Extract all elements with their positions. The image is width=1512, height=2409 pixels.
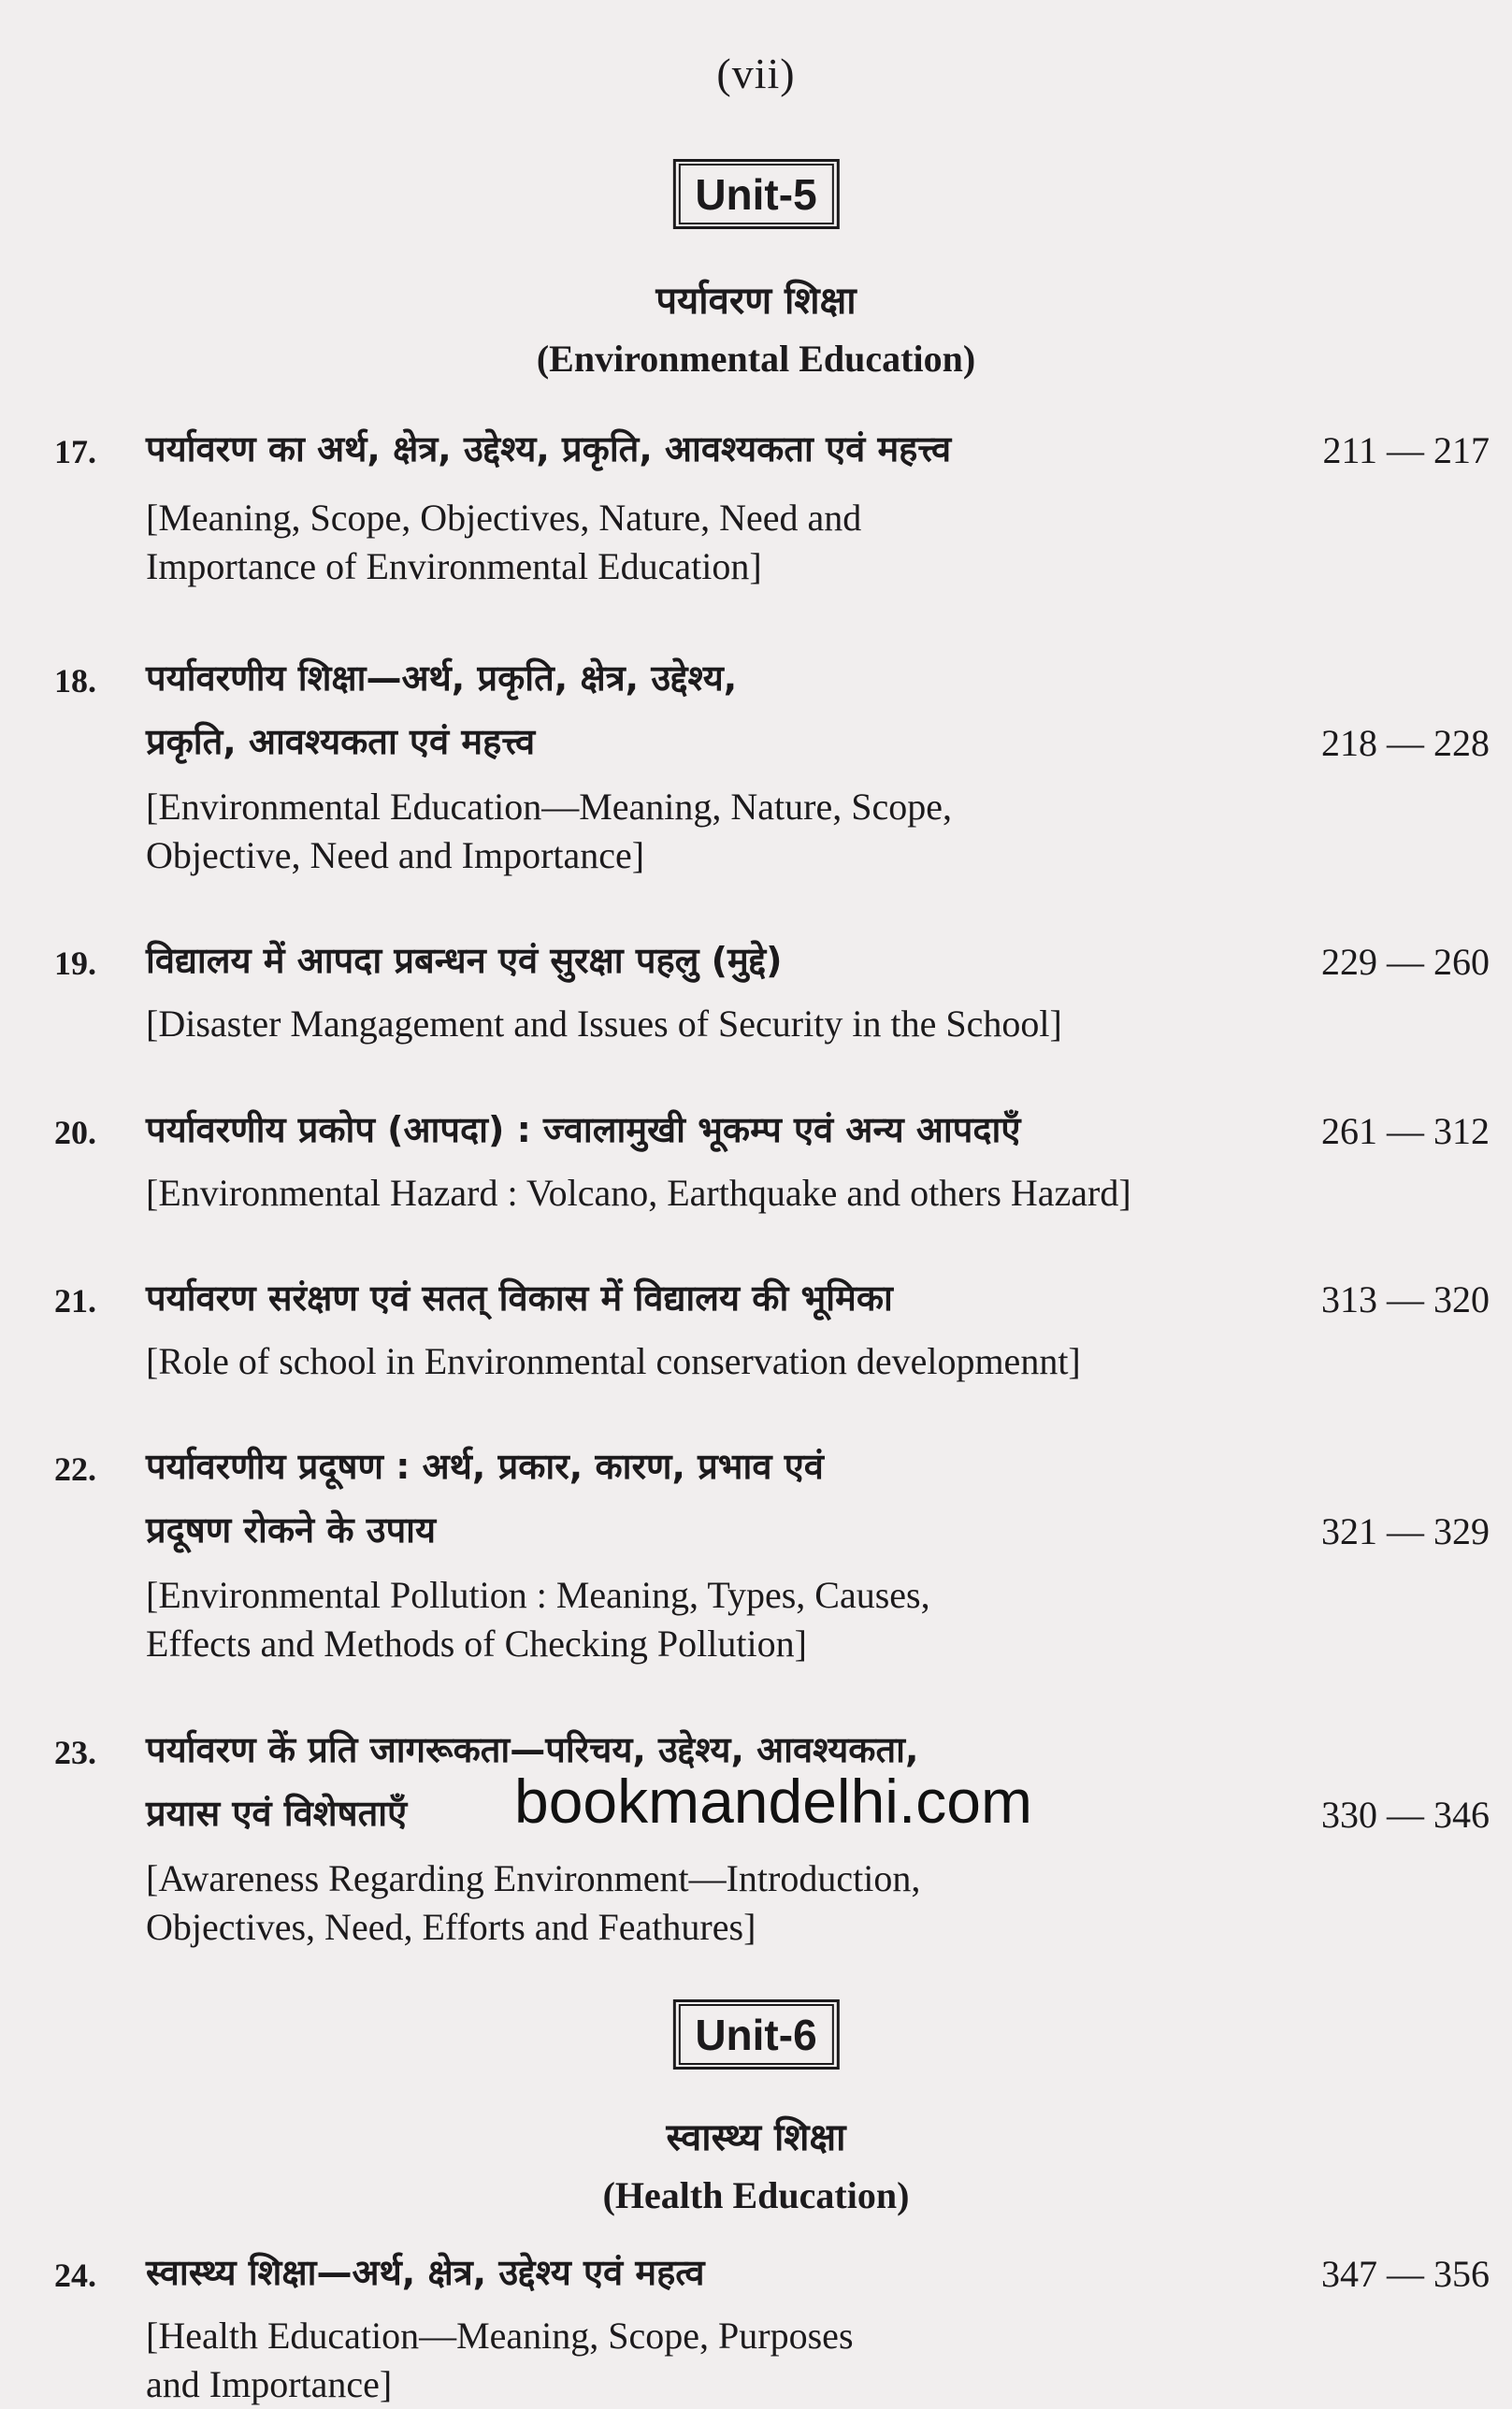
entry-title-hindi: प्रदूषण रोकने के उपाय: [146, 1509, 437, 1551]
entry-pages: 211 — 217: [1322, 429, 1490, 471]
entry-pages: 347 — 356: [1321, 2253, 1490, 2295]
unit-5-box: [672, 159, 839, 229]
entry-title-english: [Health Education—Meaning, Scope, Purposes: [146, 2315, 854, 2357]
entry-pages: 313 — 320: [1321, 1278, 1490, 1320]
entry-title-hindi: प्रयास एवं विशेषताएँ: [146, 1793, 408, 1834]
entry-number: 19.: [54, 945, 96, 982]
unit-5-title-hindi: पर्यावरण शिक्षा: [655, 280, 857, 323]
page-number: (vii): [716, 50, 796, 97]
entry-number: 24.: [54, 2257, 96, 2294]
entry-title-english: [Environmental Education—Meaning, Nature, Scope,: [146, 786, 952, 828]
entry-pages: 330 — 346: [1321, 1794, 1490, 1836]
entry-pages: 229 — 260: [1321, 941, 1490, 983]
entry-title-english: Effects and Methods of Checking Pollution]: [146, 1623, 807, 1665]
entry-title-english: Objectives, Need, Efforts and Feathures]: [146, 1906, 756, 1948]
entry-title-hindi: पर्यावरणीय प्रकोप (आपदा) : ज्वालामुखी भूकम्प एवं अन्य आपदाएँ: [146, 1109, 1021, 1150]
unit-6-label: Unit-6: [678, 2004, 833, 2065]
entry-title-hindi: पर्यावरणीय प्रदूषण : अर्थ, प्रकार, कारण, प्रभाव एवं: [146, 1446, 824, 1487]
unit-6-box: [672, 1999, 839, 2070]
entry-title-hindi: स्वास्थ्य शिक्षा—अर्थ, क्षेत्र, उद्देश्य एवं महत्व: [146, 2252, 705, 2293]
entry-title-english: [Role of school in Environmental conservation developmennt]: [146, 1340, 1081, 1382]
entry-title-hindi: पर्यावरण सरंक्षण एवं सतत् विकास में विद्यालय की भूमिका: [146, 1277, 893, 1319]
unit-5-label: Unit-5: [678, 164, 833, 224]
entry-pages: 321 — 329: [1321, 1510, 1490, 1552]
entry-number: 18.: [54, 662, 96, 700]
entry-title-english: [Environmental Hazard : Volcano, Earthquake and others Hazard]: [146, 1172, 1131, 1214]
entry-pages: 261 — 312: [1321, 1110, 1490, 1152]
entry-title-english: [Environmental Pollution : Meaning, Types, Causes,: [146, 1574, 930, 1616]
entry-title-english: [Disaster Mangagement and Issues of Security in the School]: [146, 1003, 1062, 1045]
entry-title-hindi: पर्यावरणीय शिक्षा—अर्थ, प्रकृति, क्षेत्र, उद्देश्य,: [146, 657, 738, 699]
entry-title-english: [Meaning, Scope, Objectives, Nature, Need and: [146, 497, 862, 539]
entry-number: 22.: [54, 1450, 96, 1488]
entry-title-hindi: विद्यालय में आपदा प्रबन्धन एवं सुरक्षा पहलु (मुद्दे): [146, 940, 783, 981]
entry-number: 17.: [54, 433, 96, 470]
entry-title-hindi: पर्यावरण कें प्रति जागरूकता—परिचय, उद्देश्य, आवश्यकता,: [146, 1729, 919, 1770]
unit-6-title-hindi: स्वास्थ्य शिक्षा: [666, 2116, 846, 2159]
unit-6-title-english: (Health Education): [602, 2174, 910, 2216]
entry-title-hindi: प्रकृति, आवश्यकता एवं महत्त्व: [146, 721, 536, 762]
entry-pages: 218 — 228: [1321, 722, 1490, 764]
entry-title-english: [Awareness Regarding Environment—Introduction,: [146, 1857, 921, 1899]
entry-title-english: and Importance]: [146, 2363, 393, 2405]
entry-number: 20.: [54, 1114, 96, 1151]
entry-number: 23.: [54, 1734, 96, 1771]
entry-title-english: Importance of Environmental Education]: [146, 545, 762, 587]
entry-title-english: Objective, Need and Importance]: [146, 834, 645, 876]
watermark: bookmandelhi.com: [514, 1767, 1032, 1836]
entry-number: 21.: [54, 1282, 96, 1320]
unit-5-title-english: (Environmental Education): [536, 338, 976, 380]
entry-title-hindi: पर्यावरण का अर्थ, क्षेत्र, उद्देश्य, प्रकृति, आवश्यकता एवं महत्त्व: [146, 428, 952, 469]
